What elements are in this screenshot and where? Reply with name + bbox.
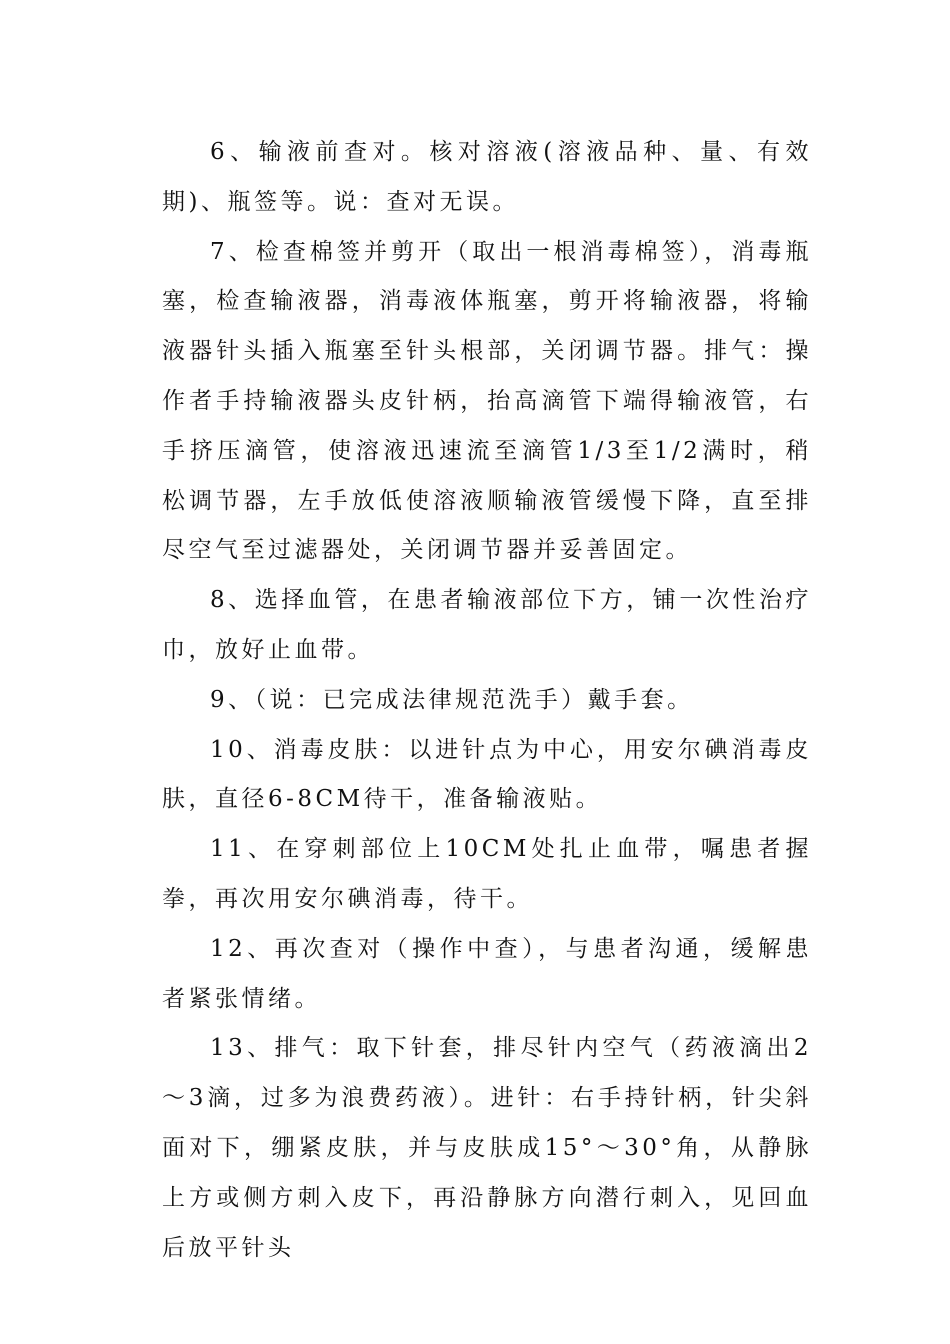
- paragraph-step-10: 10、消毒皮肤：以进针点为中心，用安尔碘消毒皮肤，直径6-8CM待干，准备输液贴。: [162, 736, 812, 813]
- paragraph-step-13: 13、排气：取下针套，排尽针内空气（药液滴出2～3滴，过多为浪费药液）。进针：右手持针柄，针尖斜面对下，绷紧皮肤，并与皮肤成15°～30°角，从静脉上方或侧方刺入皮下，再沿静脉方向潜行刺入，见回血后放平针头: [162, 1035, 812, 1261]
- paragraph-step-11: 11、在穿刺部位上10CM处扎止血带，嘱患者握拳，再次用安尔碘消毒，待干。: [162, 836, 812, 912]
- paragraph-step-12: 12、再次查对（操作中查），与患者沟通，缓解患者紧张情绪。: [162, 935, 812, 1012]
- paragraph-step-9: 9、（说：已完成法律规范洗手）戴手套。: [210, 686, 694, 713]
- paragraph-step-7: 7、检查棉签并剪开（取出一根消毒棉签），消毒瓶塞，检查输液器，消毒液体瓶塞，剪开将输液器，将输液器针头插入瓶塞至针头根部，关闭调节器。排气：操作者手持输液器头皮针柄，抬高滴管下端得输液管，右手挤压滴管，使溶液迅速流至滴管1/3至1/2满时，稍松调节器，左手放低使溶液顺输液管缓慢下降，直至排尽空气至过滤器处，关闭调节器并妥善固定。: [162, 238, 812, 564]
- paragraph-step-6: 6、输液前查对。核对溶液(溶液品种、量、有效期)、瓶签等。说：查对无误。: [162, 139, 812, 215]
- paragraph-step-8: 8、选择血管，在患者输液部位下方，铺一次性治疗巾，放好止血带。: [162, 587, 812, 663]
- document-body: [162, 128, 812, 1273]
